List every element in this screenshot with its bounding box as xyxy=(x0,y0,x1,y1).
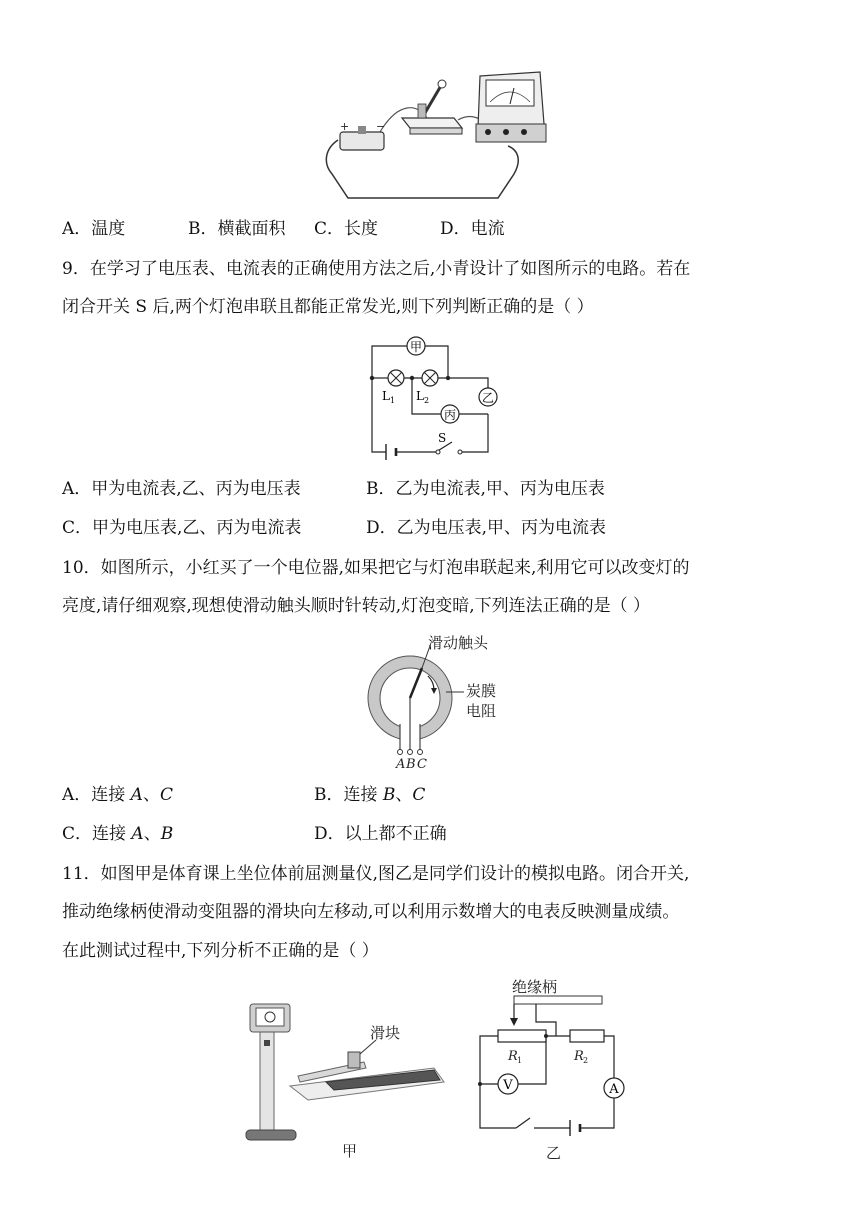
voltmeter-label: V xyxy=(503,1078,513,1093)
terminal-a-label: A xyxy=(396,757,406,772)
meter-yi-label: 乙 xyxy=(481,391,495,405)
q8-option-d: D．电流 xyxy=(440,219,505,239)
lamp-l1-icon xyxy=(388,370,404,386)
q11-stem-line-3: 在此测试过程中,下列分析不正确的是（ ） xyxy=(62,941,379,961)
svg-text:−: − xyxy=(376,120,386,133)
q9-option-c: C．甲为电压表,乙、丙为电流表 xyxy=(62,518,302,538)
slider-label: 滑块 xyxy=(370,1024,401,1042)
q8-option-b: B．横截面积 xyxy=(188,219,286,239)
lamp-l1-subscript: 1 xyxy=(390,396,396,405)
q10-option-a: A．连接 𝐴、𝐶 xyxy=(62,785,173,805)
q8-option-a: A．温度 xyxy=(62,219,126,239)
lamp-l2-icon xyxy=(422,370,438,386)
q9-option-d: D．乙为电压表,甲、丙为电流表 xyxy=(366,518,607,538)
svg-text:+: + xyxy=(340,120,350,133)
terminal-b-label: B xyxy=(406,757,416,772)
q10-stem-line-2: 亮度,请仔细观察,现想使滑动触头顺时针转动,灯泡变暗,下列连法正确的是（ ） xyxy=(62,596,651,616)
q10-potentiometer-figure xyxy=(360,632,520,772)
terminal-c-label: C xyxy=(417,757,427,772)
q11-circuit-figure xyxy=(474,974,644,1164)
q10-option-d: D．以上都不正确 xyxy=(314,824,447,844)
ammeter-label: A xyxy=(609,1082,619,1097)
q8-apparatus-figure xyxy=(318,62,550,208)
q10-stem-line-1: 10．如图所示，小红买了一个电位器,如果把它与灯泡串联起来,利用它可以改变灯的 xyxy=(62,558,690,578)
q9-circuit-figure xyxy=(356,332,506,460)
carbon-film-label-1: 炭膜 xyxy=(466,682,497,700)
lamp-l2-subscript: 2 xyxy=(424,396,430,405)
figure-jia-caption: 甲 xyxy=(342,1142,358,1160)
sliding-contact-label: 滑动触头 xyxy=(428,634,489,652)
insulated-handle-label: 绝缘柄 xyxy=(512,978,558,996)
q10-option-b: B．连接 𝐵、𝐶 xyxy=(314,785,426,805)
meter-jia-label: 甲 xyxy=(409,340,423,354)
q11-stem-line-1: 11．如图甲是体育课上坐位体前屈测量仪,图乙是同学们设计的模拟电路。闭合开关, xyxy=(62,864,690,884)
q9-stem-line-1: 9．在学习了电压表、电流表的正确使用方法之后,小青设计了如图所示的电路。若在 xyxy=(62,259,691,279)
q9-option-b: B．乙为电流表,甲、丙为电压表 xyxy=(366,479,605,499)
lamp-l2-label: L xyxy=(416,389,424,403)
r1-subscript: 1 xyxy=(517,1056,523,1065)
r2-label: R xyxy=(574,1049,584,1064)
q11-instrument-figure xyxy=(238,990,448,1162)
q10-option-c: C．连接 𝐴、𝐵 xyxy=(62,824,174,844)
switch-label: S xyxy=(438,431,447,445)
meter-bing-label: 丙 xyxy=(443,408,457,422)
q9-stem-line-2: 闭合开关 S 后,两个灯泡串联且都能正常发光,则下列判断正确的是（ ） xyxy=(62,297,594,317)
carbon-film-label-2: 电阻 xyxy=(466,702,497,720)
q8-option-c: C．长度 xyxy=(314,219,379,239)
figure-yi-caption: 乙 xyxy=(546,1144,562,1162)
r1-label: R xyxy=(508,1049,518,1064)
r2-subscript: 2 xyxy=(583,1056,589,1065)
q11-stem-line-2: 推动绝缘柄使滑动变阻器的滑块向左移动,可以利用示数增大的电表反映测量成绩。 xyxy=(62,902,680,922)
q9-option-a: A．甲为电流表,乙、丙为电压表 xyxy=(62,479,301,499)
lamp-l1-label: L xyxy=(382,389,390,403)
